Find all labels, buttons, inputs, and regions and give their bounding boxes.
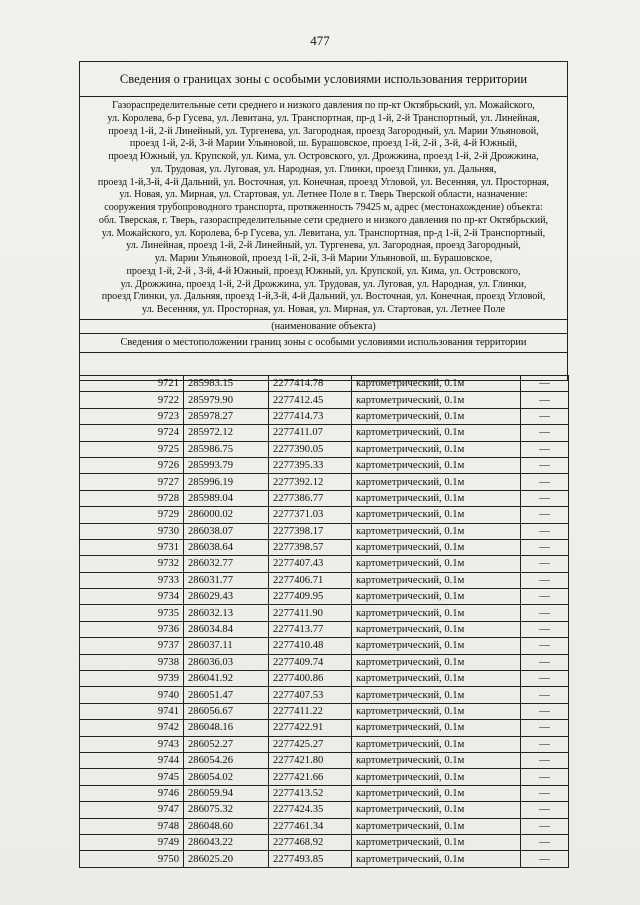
method-cell: картометрический, 0.1м — [352, 736, 521, 752]
point-number: 9746 — [80, 785, 184, 801]
coord-y: 2277414.73 — [269, 408, 352, 424]
coord-x: 285979.90 — [184, 392, 269, 408]
method-cell: картометрический, 0.1м — [352, 621, 521, 637]
point-number: 9727 — [80, 474, 184, 490]
coord-y: 2277413.77 — [269, 621, 352, 637]
table-row — [80, 671, 569, 687]
point-number: 9738 — [80, 654, 184, 670]
table-row — [80, 572, 569, 588]
table-row — [80, 589, 569, 605]
coord-y: 2277407.43 — [269, 556, 352, 572]
description-line: ул. Линейная, проезд 1-й, 2-й Линейный, ул. Тургенева, ул. Загородная, проезд Загородный, — [126, 240, 521, 252]
description-line: проезд 1-й, 2-й , 3-й, 4-й Южный, проезд Южный, ул. Крупской, ул. Кима, ул. Островского, — [126, 265, 521, 277]
coord-x: 286038.64 — [184, 539, 269, 555]
note-cell: — — [521, 687, 569, 703]
coord-x: 285972.12 — [184, 425, 269, 441]
point-number: 9721 — [80, 376, 184, 392]
coord-x: 286052.27 — [184, 736, 269, 752]
description-line: ул. Королева, б-р Гусева, ул. Левитана, ул. Транспортная, пр-д 1-й, 2-й Транспортный, ул. Линейная, — [107, 112, 540, 124]
note-cell: — — [521, 441, 569, 457]
point-number: 9722 — [80, 392, 184, 408]
table-row — [80, 408, 569, 424]
note-cell: — — [521, 572, 569, 588]
method-cell: картометрический, 0.1м — [352, 671, 521, 687]
coord-x: 285989.04 — [184, 490, 269, 506]
method-cell: картометрический, 0.1м — [352, 834, 521, 850]
description-line: ул. Можайского, ул. Королева, б-р Гусева, ул. Левитана, ул. Транспортная, пр-д 1-й, 2-й Транспортный, — [101, 227, 546, 239]
method-cell: картометрический, 0.1м — [352, 605, 521, 621]
point-number: 9724 — [80, 425, 184, 441]
coordinates-table — [79, 375, 569, 868]
table-row — [80, 851, 569, 867]
coord-y: 2277413.52 — [269, 785, 352, 801]
page-number: 477 — [310, 33, 330, 48]
note-cell: — — [521, 605, 569, 621]
table-row — [80, 834, 569, 850]
note-cell: — — [521, 376, 569, 392]
table-row — [80, 785, 569, 801]
coord-x: 286032.13 — [184, 605, 269, 621]
coord-y: 2277461.34 — [269, 818, 352, 834]
method-cell: картометрический, 0.1м — [352, 654, 521, 670]
point-number: 9730 — [80, 523, 184, 539]
coord-y: 2277422.91 — [269, 720, 352, 736]
method-cell: картометрический, 0.1м — [352, 457, 521, 473]
point-number: 9737 — [80, 638, 184, 654]
coord-x: 286038.07 — [184, 523, 269, 539]
table-row — [80, 441, 569, 457]
coord-x: 286041.92 — [184, 671, 269, 687]
coord-y: 2277392.12 — [269, 474, 352, 490]
note-cell: — — [521, 589, 569, 605]
method-cell: картометрический, 0.1м — [352, 523, 521, 539]
table-row — [80, 507, 569, 523]
coord-x: 286029.43 — [184, 589, 269, 605]
table-row — [80, 736, 569, 752]
method-cell: картометрический, 0.1м — [352, 556, 521, 572]
description-line: ул. Дрожжина, проезд 1-й, 2-й Дрожжина, ул. Трудовая, ул. Луговая, ул. Народная, ул. Глинки, — [120, 278, 527, 290]
table-row — [80, 752, 569, 768]
method-cell: картометрический, 0.1м — [352, 818, 521, 834]
note-cell: — — [521, 736, 569, 752]
coord-x: 285986.75 — [184, 441, 269, 457]
method-cell: картометрический, 0.1м — [352, 720, 521, 736]
point-number: 9740 — [80, 687, 184, 703]
note-cell: — — [521, 752, 569, 768]
coord-y: 2277410.48 — [269, 638, 352, 654]
coord-y: 2277398.57 — [269, 539, 352, 555]
table-row — [80, 720, 569, 736]
description-line: ул. Новая, ул. Мирная, ул. Стартовая, ул. Летнее Поле в г. Тверь Тверской области, назначение: — [119, 189, 528, 201]
coord-y: 2277411.22 — [269, 703, 352, 719]
table-row — [80, 605, 569, 621]
point-number: 9729 — [80, 507, 184, 523]
coord-y: 2277398.17 — [269, 523, 352, 539]
coord-x: 285983.15 — [184, 376, 269, 392]
description-line: сооружения трубопроводного транспорта, протяженность 79425 м, адрес (местонахождение) объекта: — [104, 202, 543, 213]
point-number: 9747 — [80, 802, 184, 818]
point-number: 9742 — [80, 720, 184, 736]
coord-y: 2277406.71 — [269, 572, 352, 588]
note-cell: — — [521, 474, 569, 490]
coord-y: 2277411.90 — [269, 605, 352, 621]
note-cell: — — [521, 654, 569, 670]
note-cell: — — [521, 802, 569, 818]
table-row — [80, 621, 569, 637]
coord-x: 286059.94 — [184, 785, 269, 801]
point-number: 9733 — [80, 572, 184, 588]
point-number: 9741 — [80, 703, 184, 719]
point-number: 9726 — [80, 457, 184, 473]
method-cell: картометрический, 0.1м — [352, 425, 521, 441]
object-caption: (наименование объекта) — [80, 319, 567, 333]
coord-y: 2277409.74 — [269, 654, 352, 670]
coord-x: 286032.77 — [184, 556, 269, 572]
note-cell: — — [521, 490, 569, 506]
method-cell: картометрический, 0.1м — [352, 638, 521, 654]
method-cell: картометрический, 0.1м — [352, 851, 521, 867]
coord-x: 286031.77 — [184, 572, 269, 588]
coord-y: 2277386.77 — [269, 490, 352, 506]
point-number: 9750 — [80, 851, 184, 867]
object-description — [80, 97, 567, 319]
description-line: ул. Весенняя, ул. Просторная, ул. Новая, ул. Мирная, ул. Стартовая, ул. Летнее Поле — [142, 304, 505, 315]
description-line: Газораспределительные сети среднего и низкого давления по пр-кт Октябрьский, ул. Можайского, — [112, 100, 535, 111]
coord-y: 2277407.53 — [269, 687, 352, 703]
point-number: 9748 — [80, 818, 184, 834]
point-number: 9731 — [80, 539, 184, 555]
table-row — [80, 638, 569, 654]
note-cell: — — [521, 457, 569, 473]
coord-x: 286034.84 — [184, 621, 269, 637]
method-cell: картометрический, 0.1м — [352, 408, 521, 424]
coord-y: 2277409.95 — [269, 589, 352, 605]
note-cell: — — [521, 539, 569, 555]
table-row — [80, 654, 569, 670]
point-number: 9736 — [80, 621, 184, 637]
table-row — [80, 539, 569, 555]
description-line: ул. Трудовая, ул. Луговая, ул. Народная, ул. Глинки, проезд Глинки, ул. Дальняя, — [150, 163, 497, 175]
point-number: 9732 — [80, 556, 184, 572]
description-line: проезд 1-й,3-й, 4-й Дальний, ул. Восточная, ул. Конечная, проезд Угловой, ул. Весенняя, ул. Просторная, — [97, 176, 550, 188]
note-cell: — — [521, 621, 569, 637]
coord-x: 286000.02 — [184, 507, 269, 523]
point-number: 9734 — [80, 589, 184, 605]
coord-x: 286051.47 — [184, 687, 269, 703]
description-line: обл. Тверская, г. Тверь, газораспределительные сети среднего и низкого давления по пр-кт Октябрьский, — [98, 214, 549, 226]
method-cell: картометрический, 0.1м — [352, 507, 521, 523]
coord-y: 2277371.03 — [269, 507, 352, 523]
coord-x: 286054.02 — [184, 769, 269, 785]
note-cell: — — [521, 638, 569, 654]
note-cell: — — [521, 507, 569, 523]
coord-x: 286048.16 — [184, 720, 269, 736]
coord-y: 2277421.80 — [269, 752, 352, 768]
coord-x: 286054.26 — [184, 752, 269, 768]
table-row — [80, 687, 569, 703]
coord-y: 2277400.86 — [269, 671, 352, 687]
method-cell: картометрический, 0.1м — [352, 441, 521, 457]
method-cell: картометрический, 0.1м — [352, 589, 521, 605]
point-number: 9735 — [80, 605, 184, 621]
note-cell: — — [521, 425, 569, 441]
coord-x: 286048.60 — [184, 818, 269, 834]
note-cell: — — [521, 408, 569, 424]
table-row — [80, 556, 569, 572]
coord-x: 286025.20 — [184, 851, 269, 867]
description-line: ул. Марии Ульяновой, проезд 1-й, 2-й, 3-й Марии Ульяновой, ш. Бурашовское, — [154, 253, 493, 264]
coord-x: 286043.22 — [184, 834, 269, 850]
coord-x: 285978.27 — [184, 408, 269, 424]
zone-title: Сведения о границах зоны с особыми условиями использования территории — [80, 62, 567, 97]
method-cell: картометрический, 0.1м — [352, 392, 521, 408]
table-row — [80, 392, 569, 408]
zone-info-block — [79, 61, 568, 381]
point-number: 9728 — [80, 490, 184, 506]
method-cell: картометрический, 0.1м — [352, 687, 521, 703]
coord-x: 286075.32 — [184, 802, 269, 818]
description-line: проезд 1-й, 2-й Линейный, ул. Тургенева, ул. Загородная, проезд Загородный, ул. Марии Ульяновой, — [108, 125, 539, 137]
point-number: 9744 — [80, 752, 184, 768]
table-row — [80, 802, 569, 818]
coord-x: 286056.67 — [184, 703, 269, 719]
point-number: 9725 — [80, 441, 184, 457]
coord-y: 2277412.45 — [269, 392, 352, 408]
method-cell: картометрический, 0.1м — [352, 474, 521, 490]
note-cell: — — [521, 392, 569, 408]
method-cell: картометрический, 0.1м — [352, 572, 521, 588]
table-row — [80, 425, 569, 441]
method-cell: картометрический, 0.1м — [352, 490, 521, 506]
method-cell: картометрический, 0.1м — [352, 539, 521, 555]
coord-y: 2277425.27 — [269, 736, 352, 752]
note-cell: — — [521, 769, 569, 785]
coord-x: 286037.11 — [184, 638, 269, 654]
point-number: 9745 — [80, 769, 184, 785]
coord-y: 2277424.35 — [269, 802, 352, 818]
note-cell: — — [521, 556, 569, 572]
method-cell: картометрический, 0.1м — [352, 376, 521, 392]
coord-x: 285996.19 — [184, 474, 269, 490]
description-line: проезд Глинки, ул. Дальняя, проезд 1-й,3-й, 4-й Дальний, ул. Восточная, ул. Конечная, проезд Угловой, — [101, 291, 546, 303]
table-row — [80, 490, 569, 506]
coordinates-table-body — [80, 376, 569, 868]
table-row — [80, 703, 569, 719]
point-number: 9723 — [80, 408, 184, 424]
point-number: 9743 — [80, 736, 184, 752]
note-cell: — — [521, 851, 569, 867]
note-cell: — — [521, 785, 569, 801]
method-cell: картометрический, 0.1м — [352, 785, 521, 801]
description-line: проезд Южный, ул. Крупской, ул. Кима, ул. Островского, ул. Дрожжина, проезд 1-й, 2-й Дрожжина, — [108, 151, 539, 162]
point-number: 9749 — [80, 834, 184, 850]
note-cell: — — [521, 671, 569, 687]
point-number: 9739 — [80, 671, 184, 687]
description-line: проезд 1-й, 2-й, 3-й Марии Ульяновой, ш. Бурашовское, проезд 1-й, 2-й , 3-й, 4-й Южный, — [129, 138, 518, 150]
note-cell: — — [521, 703, 569, 719]
note-cell: — — [521, 834, 569, 850]
table-row — [80, 769, 569, 785]
coord-y: 2277390.05 — [269, 441, 352, 457]
coord-y: 2277468.92 — [269, 834, 352, 850]
note-cell: — — [521, 818, 569, 834]
coord-y: 2277411.07 — [269, 425, 352, 441]
method-cell: картометрический, 0.1м — [352, 703, 521, 719]
coord-y: 2277493.85 — [269, 851, 352, 867]
table-row — [80, 523, 569, 539]
coord-y: 2277421.66 — [269, 769, 352, 785]
table-row — [80, 457, 569, 473]
method-cell: картометрический, 0.1м — [352, 769, 521, 785]
coord-x: 285993.79 — [184, 457, 269, 473]
table-row — [80, 818, 569, 834]
note-cell: — — [521, 523, 569, 539]
coord-x: 286036.03 — [184, 654, 269, 670]
method-cell: картометрический, 0.1м — [352, 752, 521, 768]
method-cell: картометрический, 0.1м — [352, 802, 521, 818]
coord-y: 2277395.33 — [269, 457, 352, 473]
section-title: Сведения о местоположении границ зоны с особыми условиями использования территории — [80, 333, 567, 352]
coord-y: 2277414.78 — [269, 376, 352, 392]
note-cell: — — [521, 720, 569, 736]
table-row — [80, 474, 569, 490]
table-row — [80, 376, 569, 392]
